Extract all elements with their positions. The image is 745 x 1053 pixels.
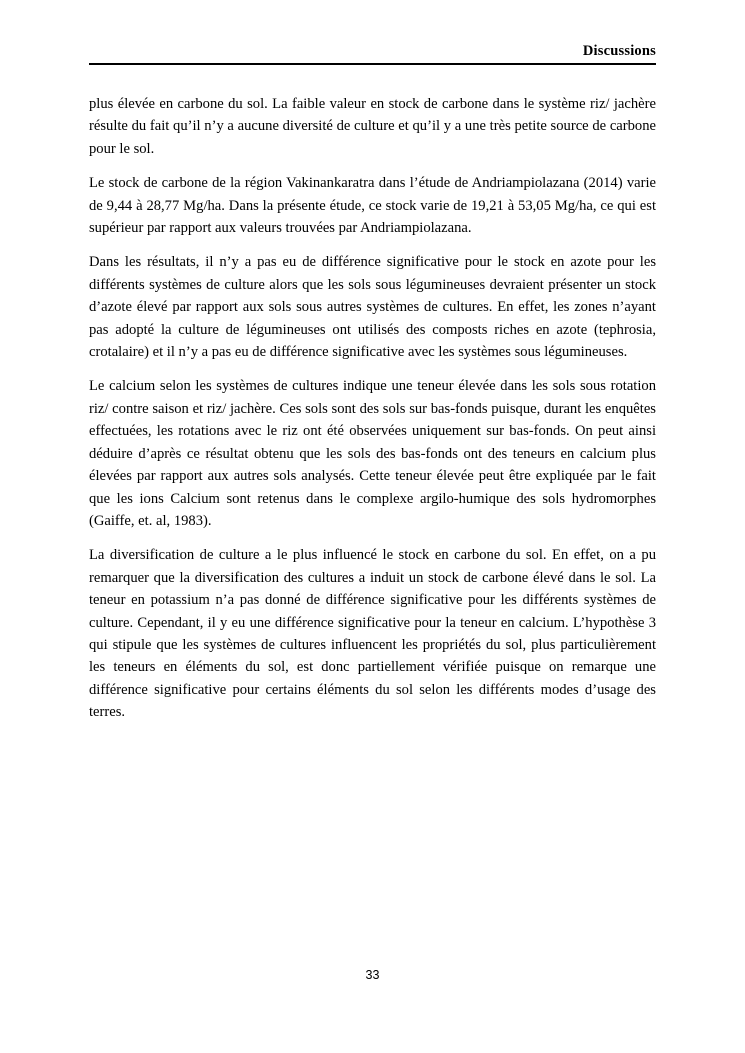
paragraph: plus élevée en carbone du sol. La faible valeur en stock de carbone dans le système riz/ jachère résulte du fait qu’il n’y a aucune diversité de culture et qu’il y a une très petite source de carbone pour le sol.: [89, 96, 656, 157]
page-number: 33: [365, 968, 380, 982]
paragraph: La diversification de culture a le plus influencé le stock en carbone du sol. En effet, on a pu remarquer que la diversification des cultures a induit un stock de carbone élevé dans le sol. La teneur en potassium n’a pas donné de différence significative pour les différents systèmes de culture. Cependant, il y eu une différence significative pour la teneur en calcium. L’hypothèse 3 qui stipule que les systèmes de cultures influencent les propriétés du sol, plus particulièrement les teneurs en éléments du sol, est donc partiellement vérifiée puisque on remarque une différence significative pour certains éléments du sol selon les différents modes d’usage des terres.: [89, 547, 656, 721]
running-header-title: Discussions: [582, 43, 656, 59]
body-text: [89, 93, 656, 724]
paragraph: Le calcium selon les systèmes de cultures indique une teneur élevée dans les sols sous rotation riz/ contre saison et riz/ jachère. Ces sols sont des sols sur bas-fonds puisque, durant les enquêtes effectuées, les rotations avec le riz ont été observées uniquement sur bas-fonds. On peut ainsi déduire d’après ce résultat obtenu que les sols des bas-fonds ont des teneurs en calcium plus élevées par rapport aux autres sols analysés. Cette teneur élevée peut être expliquée par le fait que les ions Calcium sont retenus dans le complexe argilo-humique des sols hydromorphes (Gaiffe, et. al, 1983).: [89, 378, 656, 529]
document-page: [89, 0, 656, 736]
paragraph: Le stock de carbone de la région Vakinankaratra dans l’étude de Andriampiolazana (2014) varie de 9,44 à 28,77 Mg/ha. Dans la présente étude, ce stock varie de 19,21 à 53,05 Mg/ha, ce qui est supérieur par rapport aux valeurs trouvées par Andriampiolazana.: [89, 175, 656, 237]
header-rule: [89, 63, 656, 65]
paragraph: Dans les résultats, il n’y a pas eu de différence significative pour le stock en azote pour les différents systèmes de culture alors que les sols sous légumineuses devraient présenter un stock d’azote élevé par rapport aux sols sous autres systèmes de cultures. En effet, les zones n’ayant pas adopté la culture de légumineuses ont utilisés des composts riches en azote (tephrosia, crotalaire) et il n’y a pas eu de différence significative avec les systèmes sous légumineuses.: [89, 254, 656, 361]
